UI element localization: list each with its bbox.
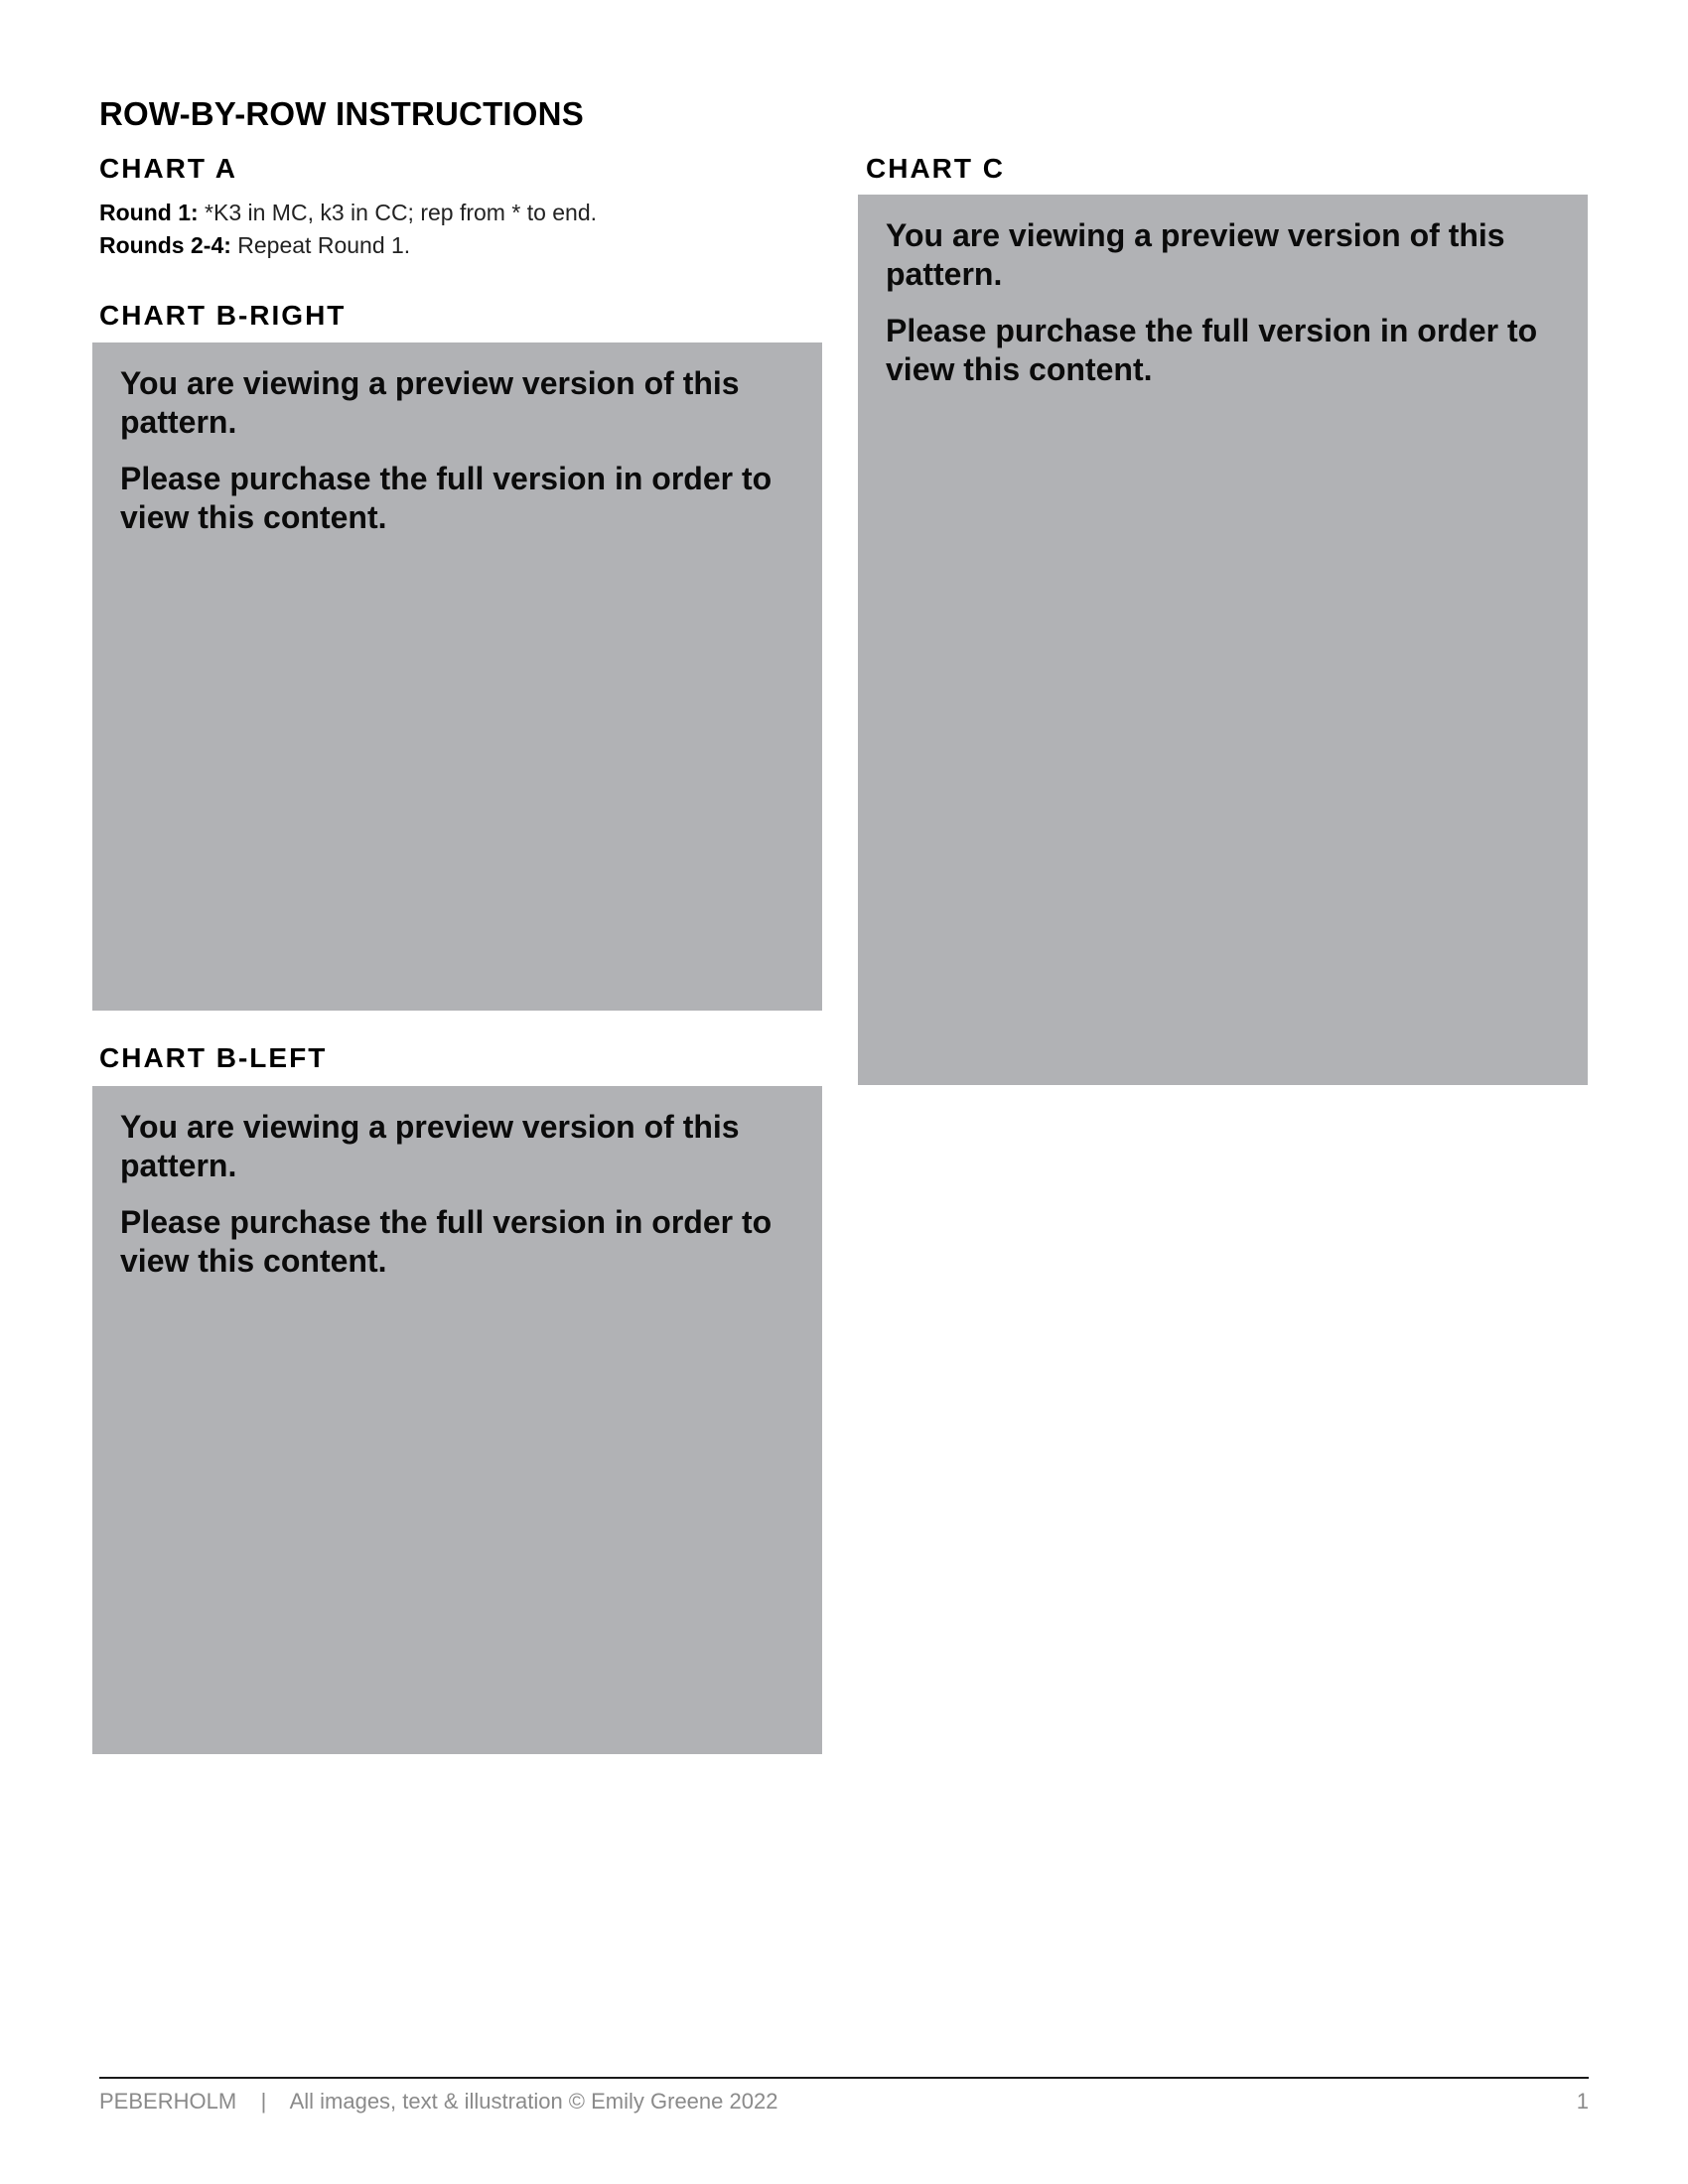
purchase-notice: Please purchase the full version in order to view this content. — [120, 461, 773, 535]
chart-a-heading: CHART A — [99, 153, 237, 184]
footer-credits — [99, 2089, 777, 2115]
chart-b-right-heading: CHART B-RIGHT — [99, 300, 347, 331]
chart-b-left-heading: CHART B-LEFT — [99, 1042, 328, 1073]
footer-copyright: All images, text & illustration © Emily Greene 2022 — [289, 2089, 778, 2114]
rounds-2-4-label: Rounds 2-4: — [99, 232, 231, 258]
round-1-line — [99, 197, 597, 229]
chart-a-instructions — [99, 197, 597, 262]
rounds-2-4-line — [99, 229, 597, 262]
round-1-label: Round 1: — [99, 200, 199, 225]
chart-b-right-preview-box — [92, 342, 822, 1011]
purchase-notice: Please purchase the full version in order to view this content. — [120, 1204, 773, 1279]
round-1-text: *K3 in MC, k3 in CC; rep from * to end. — [198, 200, 598, 225]
rounds-2-4-text: Repeat Round 1. — [230, 232, 411, 258]
preview-notice: You are viewing a preview version of this pattern. — [120, 365, 740, 440]
purchase-notice: Please purchase the full version in order to view this content. — [886, 313, 1538, 387]
page-title: ROW-BY-ROW INSTRUCTIONS — [99, 95, 584, 132]
preview-notice: You are viewing a preview version of this pattern. — [886, 217, 1505, 292]
chart-c-heading: CHART C — [866, 153, 1005, 184]
chart-b-left-preview-box — [92, 1086, 822, 1754]
chart-c-preview-box — [858, 195, 1588, 1085]
footer-separator: | — [260, 2089, 267, 2114]
footer-divider — [99, 2077, 1589, 2079]
preview-notice: You are viewing a preview version of this pattern. — [120, 1109, 740, 1183]
page-number: 1 — [1576, 2089, 1589, 2114]
footer-pattern-name: PEBERHOLM — [99, 2089, 237, 2114]
